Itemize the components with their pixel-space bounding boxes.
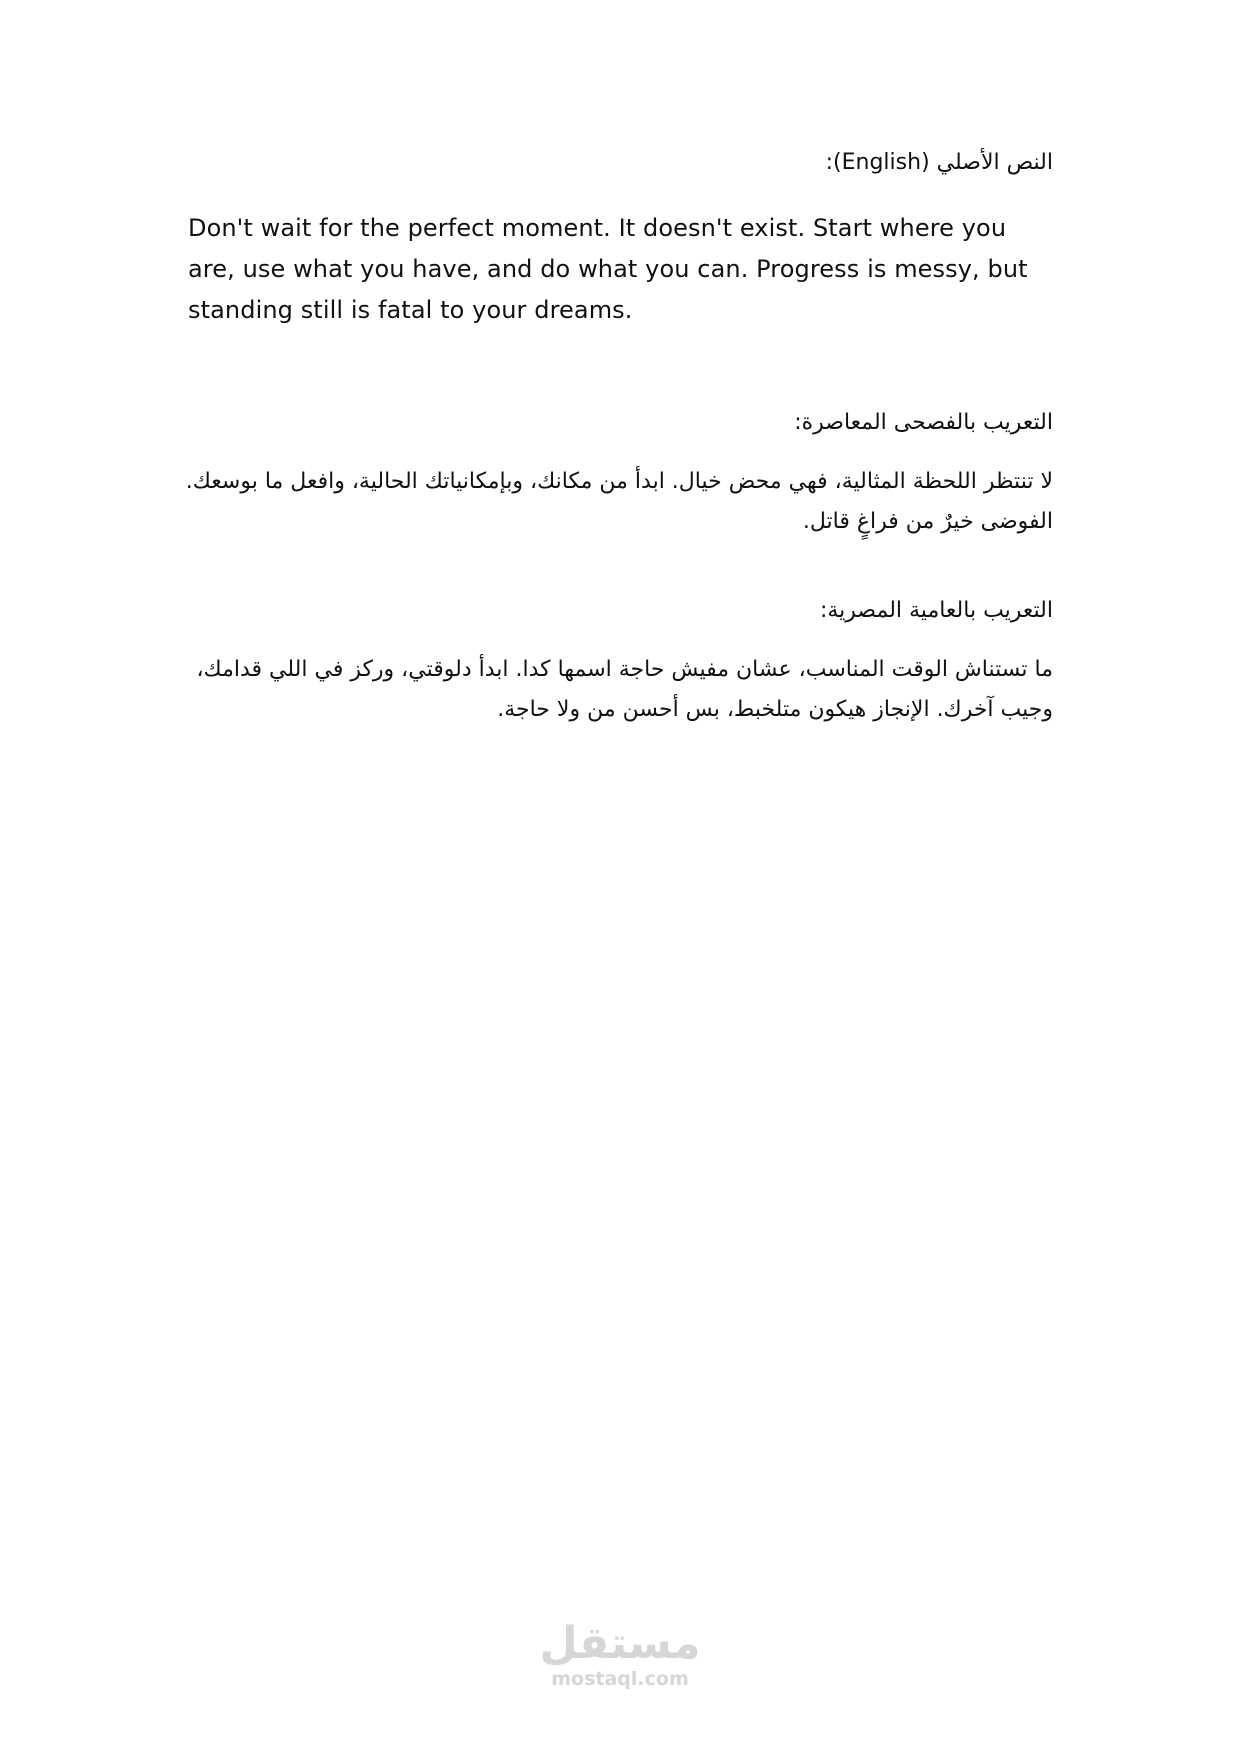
msa-translation-paragraph: لا تنتظر اللحظة المثالية، فهي محض خيال. ابدأ من مكانك، وبإمكانياتك الحالية، وافعل ما بوسعك. الفوضى خيرٌ من فراغٍ قاتل.	[185, 469, 1053, 534]
msa-translation-heading: التعريب بالفصحى المعاصرة:	[794, 410, 1053, 435]
original-english-paragraph: Don't wait for the perfect moment. It doesn't exist. Start where you are, use what you have, and do what you can. Progress is messy, but standing still is fatal to your dreams.	[188, 214, 1028, 324]
mostaql-watermark	[520, 1620, 720, 1690]
egyptian-translation-paragraph: ما تستناش الوقت المناسب، عشان مفيش حاجة اسمها كدا. ابدأ دلوقتي، وركز في اللي قدامك، وجيب آخرك. الإنجاز هيكون متلخبط، بس أحسن من ولا حاجة.	[196, 657, 1053, 722]
egyptian-translation-heading: التعريب بالعامية المصرية:	[819, 598, 1053, 623]
watermark-logo-arabic: مستقل	[539, 1618, 701, 1669]
original-text-heading: النص الأصلي (English):	[825, 150, 1053, 175]
watermark-logo-url: mostaql.com	[551, 1668, 689, 1690]
